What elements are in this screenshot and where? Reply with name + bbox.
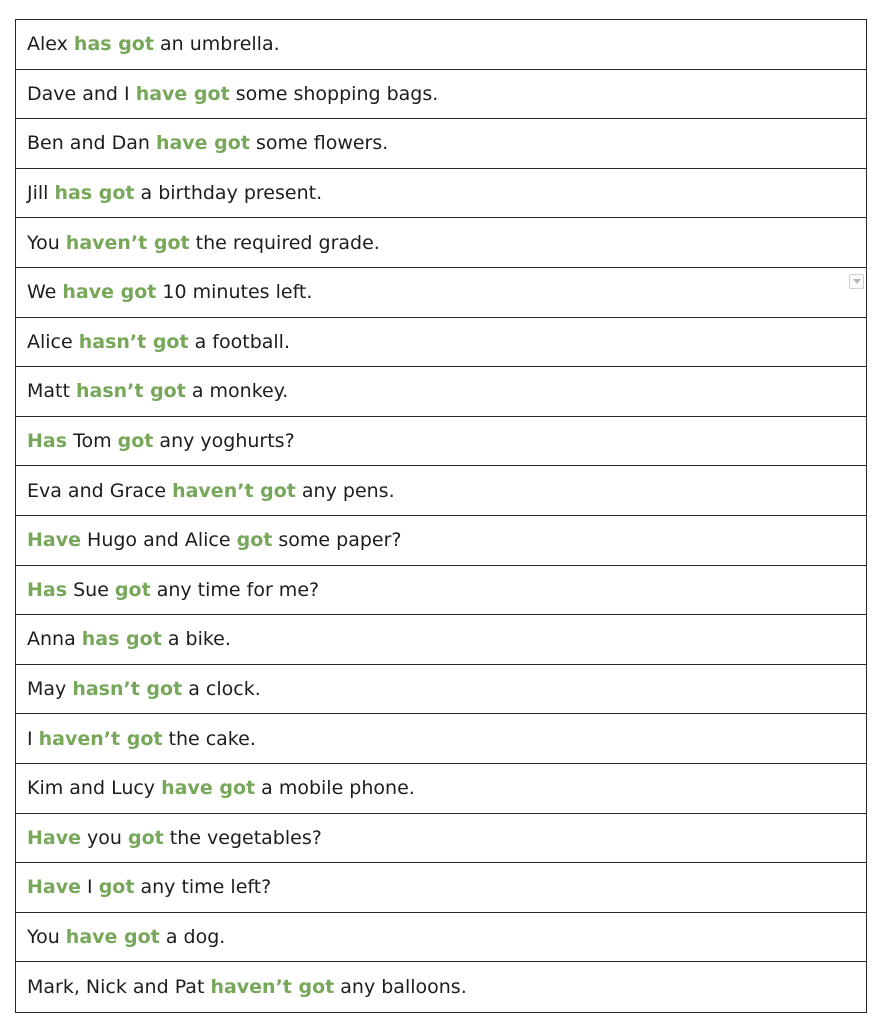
sentence-text: any time for me? bbox=[150, 578, 320, 601]
verb-phrase: hasn’t got bbox=[78, 330, 189, 353]
sentence-text: a football. bbox=[188, 330, 290, 353]
table-row bbox=[16, 814, 866, 864]
verb-phrase: got bbox=[117, 430, 154, 453]
table-row bbox=[16, 913, 866, 963]
verb-phrase: has got bbox=[73, 33, 154, 56]
sentence-text: Jill bbox=[27, 182, 55, 205]
table-row bbox=[16, 764, 866, 814]
table-row bbox=[16, 566, 866, 616]
sentence-text: Tom bbox=[67, 430, 118, 453]
table-row bbox=[16, 20, 866, 70]
table-row bbox=[16, 169, 866, 219]
table-row bbox=[16, 218, 866, 268]
verb-phrase: have got bbox=[65, 925, 160, 948]
table-row bbox=[16, 863, 866, 913]
verb-phrase: got bbox=[236, 529, 273, 552]
sentence-text: Mark, Nick and Pat bbox=[27, 976, 211, 999]
table-row bbox=[16, 417, 866, 467]
sentence-text: the vegetables? bbox=[163, 826, 322, 849]
table-row bbox=[16, 367, 866, 417]
sentence-text: any yoghurts? bbox=[153, 430, 295, 453]
sentence-text: Kim and Lucy bbox=[27, 777, 162, 800]
sentence-text: the cake. bbox=[162, 727, 256, 750]
verb-phrase: haven’t got bbox=[65, 231, 190, 254]
table-row bbox=[16, 665, 866, 715]
sentence-text: Sue bbox=[67, 578, 115, 601]
sentence-text: Eva and Grace bbox=[27, 479, 173, 502]
sentence-text: some paper? bbox=[272, 529, 402, 552]
verb-phrase: have got bbox=[161, 777, 256, 800]
sentence-text: Anna bbox=[27, 628, 82, 651]
table-row bbox=[16, 119, 866, 169]
sentence-text: any balloons. bbox=[334, 976, 467, 999]
sentence-table bbox=[15, 19, 867, 1013]
sentence-text: Matt bbox=[27, 380, 76, 403]
table-row bbox=[16, 466, 866, 516]
table-row bbox=[16, 268, 866, 318]
sentence-text: any time left? bbox=[134, 876, 272, 899]
verb-phrase: Have bbox=[27, 529, 81, 552]
sentence-text: I bbox=[81, 876, 99, 899]
table-row bbox=[16, 615, 866, 665]
verb-phrase: has got bbox=[54, 182, 135, 205]
sentence-text: 10 minutes left. bbox=[156, 281, 313, 304]
sentence-text: the required grade. bbox=[189, 231, 380, 254]
table-row bbox=[16, 962, 866, 1012]
verb-phrase: hasn’t got bbox=[75, 380, 186, 403]
sentence-text: We bbox=[27, 281, 63, 304]
sentence-text: Ben and Dan bbox=[27, 132, 156, 155]
sentence-text: you bbox=[81, 826, 128, 849]
sentence-text: some shopping bags. bbox=[229, 82, 439, 105]
verb-phrase: Have bbox=[27, 876, 81, 899]
sentence-text: some flowers. bbox=[249, 132, 389, 155]
sentence-text: a bike. bbox=[161, 628, 231, 651]
sentence-text: an umbrella. bbox=[153, 33, 280, 56]
verb-phrase: have got bbox=[135, 82, 230, 105]
table-row bbox=[16, 516, 866, 566]
verb-phrase: has got bbox=[81, 628, 162, 651]
sentence-text: I bbox=[27, 727, 39, 750]
table-row bbox=[16, 70, 866, 120]
verb-phrase: Has bbox=[27, 578, 68, 601]
table-row bbox=[16, 318, 866, 368]
sentence-text: a dog. bbox=[159, 925, 226, 948]
sentence-text: a birthday present. bbox=[134, 182, 323, 205]
sentence-text: May bbox=[27, 678, 73, 701]
verb-phrase: have got bbox=[155, 132, 250, 155]
chevron-down-icon bbox=[853, 279, 861, 284]
row-dropdown-button[interactable] bbox=[849, 274, 864, 289]
verb-phrase: Have bbox=[27, 826, 81, 849]
sentence-text: a monkey. bbox=[185, 380, 289, 403]
verb-phrase: have got bbox=[62, 281, 157, 304]
sentence-text: You bbox=[27, 231, 66, 254]
sentence-text: You bbox=[27, 925, 66, 948]
sentence-text: Dave and I bbox=[27, 82, 136, 105]
verb-phrase: Has bbox=[27, 430, 68, 453]
verb-phrase: got bbox=[98, 876, 135, 899]
verb-phrase: haven’t got bbox=[38, 727, 163, 750]
verb-phrase: haven’t got bbox=[210, 976, 335, 999]
verb-phrase: got bbox=[128, 826, 164, 849]
sentence-text: a clock. bbox=[182, 678, 261, 701]
sentence-text: Alice bbox=[27, 330, 79, 353]
verb-phrase: hasn’t got bbox=[72, 678, 183, 701]
sentence-text: Alex bbox=[27, 33, 74, 56]
sentence-text: any pens. bbox=[295, 479, 395, 502]
sentence-text: Hugo and Alice bbox=[81, 529, 237, 552]
verb-phrase: haven’t got bbox=[172, 479, 296, 502]
table-row bbox=[16, 714, 866, 764]
sentence-text: a mobile phone. bbox=[255, 777, 415, 800]
verb-phrase: got bbox=[114, 578, 151, 601]
